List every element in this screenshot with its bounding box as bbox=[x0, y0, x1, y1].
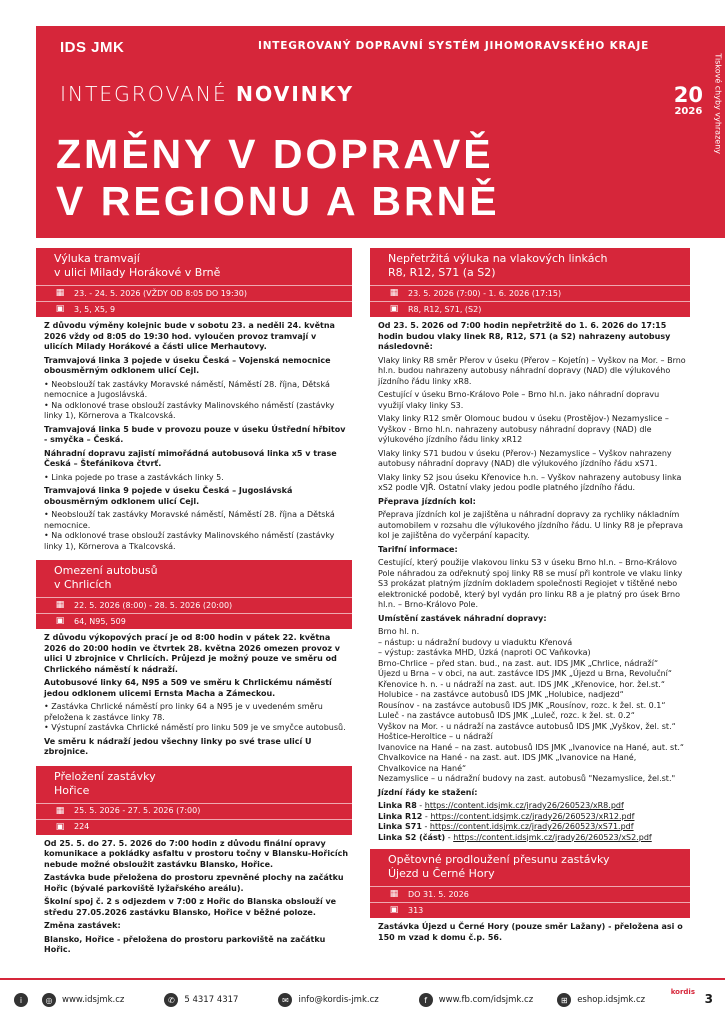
page-number: 3 bbox=[704, 992, 713, 1006]
paragraph: Blansko, Hořice - přeložena do prostoru parkoviště na začátku Hořic. bbox=[44, 934, 326, 954]
calendar-icon: ▦ bbox=[389, 288, 399, 298]
date-text: DO 31. 5. 2026 bbox=[408, 889, 469, 899]
lines-text: 224 bbox=[74, 822, 90, 831]
notice-stop-extension bbox=[370, 849, 690, 943]
facebook-link[interactable]: www.fb.com/idsjmk.cz bbox=[438, 995, 534, 1005]
section-heading: Jízdní řády ke stažení: bbox=[378, 787, 478, 797]
paragraph: Tramvajová linka 9 pojede v úseku Česká – Jugoslávská obousměrným odklonem ulicí Cejl. bbox=[44, 486, 293, 506]
notice-body bbox=[370, 918, 690, 943]
list-item: Brno hl. n. bbox=[378, 627, 420, 636]
kicker-bold: NOVINKY bbox=[235, 82, 354, 106]
footer-info bbox=[14, 993, 28, 1007]
paragraph: Zastávka Újezd u Černé Hory (pouze směr Lažany) - přeložena asi o 150 m vzad k domu č.p. 56. bbox=[378, 922, 683, 942]
tram-icon: ▣ bbox=[55, 304, 65, 314]
paragraph: Tramvajová linka 5 bude v provozu pouze v úseku Ústřední hřbitov - smyčka – Česká. bbox=[44, 424, 346, 444]
notice-subtitle: Újezd u Černé Hory bbox=[388, 867, 495, 880]
section-heading: Umístění zastávek náhradní dopravy: bbox=[378, 613, 547, 623]
notice-header bbox=[36, 766, 352, 803]
list-item: • Neobslouží tak zastávky Moravské náměstí, Náměstí 28. října, Dětská nemocnice a Jugoslávská. bbox=[44, 380, 348, 401]
paragraph: Přeprava jízdních kol je zajištěna u náhradní dopravy za rychliky nákladním automobilem v rozsahu dle výlukového jízdního řádu. U linky R8 je přeprava kol je zajištěna do vyčerpání kapacity. bbox=[378, 510, 684, 540]
section-heading: Tarifní informace: bbox=[378, 544, 458, 554]
timetable-link[interactable]: https://content.idsjmk.cz/jrady26/260523/xS2.pdf bbox=[453, 832, 652, 842]
list-item: Rousínov - na zastávce autobusů IDS JMK „Rousínov, rozc. k žel. st. 0.1“ bbox=[378, 700, 666, 710]
lines-row bbox=[36, 613, 352, 629]
list-item: Chvalkovice na Hané - na zast. aut. IDS JMK „Ivanovice na Hané, Chvalkovice na Hané“ bbox=[378, 753, 637, 773]
paragraph: Náhradní dopravu zajistí mimořádná autobusová linka x5 v trase Česká – Štefánikova čtvrť. bbox=[44, 448, 337, 468]
notice-subtitle: R8, R12, S71 (a S2) bbox=[388, 266, 496, 279]
timetable-row: Linka S71 - https://content.idsjmk.cz/jrady26/260523/xS71.pdf bbox=[378, 822, 634, 831]
list-item: Brno-Chrlice – před stan. bud., na zast. aut. IDS JMK „Chrlice, nádraží“ bbox=[378, 658, 659, 668]
date-row bbox=[370, 285, 690, 301]
lines-text: 3, 5, X5, 9 bbox=[74, 304, 116, 314]
email-link[interactable]: info@kordis-jmk.cz bbox=[298, 995, 379, 1005]
paragraph: Vlaky linky R8 směr Přerov v úseku (Přerov – Kojetín) – Vyškov na Mor. – Brno hl.n. budou nahrazeny autobusy náhradní dopravy (NAD) dle výlukového jízdního řádu linky xR8. bbox=[378, 355, 686, 386]
calendar-icon: ▦ bbox=[55, 288, 65, 298]
calendar-icon: ▦ bbox=[55, 805, 65, 816]
paragraph: Od 25. 5. do 27. 5. 2026 do 7:00 hodin z důvodu finální opravy komunikace a pokládky asfaltu v prostoru točny v Blansku-Hořicích nebude možné obsloužit zastávku Blansko, Hořice. bbox=[44, 838, 349, 869]
notice-title: Výluka tramvají bbox=[54, 252, 140, 265]
bullet-list bbox=[44, 380, 348, 422]
notice-body bbox=[36, 317, 352, 552]
list-item: • Na odklonové trase obslouží zastávky Malinovského náměstí (zastávky linky 1), Körnerova a Tkalcovská. bbox=[44, 401, 348, 422]
date-row bbox=[36, 803, 352, 819]
train-icon: ▣ bbox=[389, 304, 399, 314]
timetable-label: Linka R12 bbox=[378, 811, 423, 821]
footer-email[interactable] bbox=[278, 993, 378, 1007]
phone-icon: ✆ bbox=[164, 993, 178, 1007]
timetable-row: Linka R12 - https://content.idsjmk.cz/jrady26/260523/xR12.pdf bbox=[378, 811, 635, 821]
timetable-link[interactable]: https://content.idsjmk.cz/jrady26/260523/xR12.pdf bbox=[430, 811, 635, 821]
list-item: Luleč - na zastávce autobusů IDS JMK „Luleč, rozc. k žel. st. 0.2“ bbox=[378, 711, 635, 720]
date-row bbox=[36, 285, 352, 301]
paragraph: Autobusové linky 64, N95 a 509 ve směru k Chrlickému náměstí jedou odklonem ulicemi Ernsta Macha a Zámeckou. bbox=[44, 678, 332, 698]
kordis-logo: kordis bbox=[670, 988, 695, 996]
footer bbox=[0, 978, 725, 1018]
kicker-light: INTEGROVANÉ bbox=[60, 82, 236, 106]
list-item: Nezamyslice – u nádražní budovy na zast. autobusů "Nezamyslice, žel.st." bbox=[378, 774, 676, 783]
paragraph: Cestující, který použije vlakovou linku S3 v úseku Brno hl.n. – Brno-Královo Pole náhradou za odřeknutý spoj linky R8 se musí při kontrole ve vlaku linky S3 prokázat platným jízdním dokladem společnosti Regiojet v tištěné nebo elektronické podobě, který byl vydán pro linku R8 a je platný pro úsek Brno hl.n. – Brno-Královo Pole. bbox=[378, 558, 683, 609]
list-item: Křenovice h. n. - u nádraží na zast. aut. IDS JMK „Křenovice, hor. žel.st.“ bbox=[378, 679, 665, 689]
list-item: – nástup: u nádražní budovy u viaduktu Křenová bbox=[378, 637, 573, 647]
title-line-1: ZMĚNY V DOPRAVĚ bbox=[56, 131, 494, 177]
ids-jmk-logo: IDS JMK bbox=[60, 39, 125, 56]
notice-body bbox=[36, 629, 352, 758]
paragraph: Tramvajová linka 3 pojede v úseku Česká – Vojenská nemocnice obousměrným odklonem ulicí Cejl. bbox=[44, 355, 331, 375]
issue-number: 20 bbox=[673, 83, 703, 107]
notice-body bbox=[370, 317, 690, 843]
paragraph: Školní spoj č. 2 s odjezdem v 7:00 z Hořic do Blanska obslouží ve středu 27.05.2026 zastávku Blansko, Hořice v běžné poloze. bbox=[44, 897, 337, 917]
bus-icon: ▣ bbox=[55, 821, 65, 832]
issue-year: 2026 bbox=[674, 106, 703, 117]
timetable-label: Linka S71 bbox=[378, 822, 422, 831]
eshop-link[interactable]: eshop.idsjmk.cz bbox=[577, 995, 646, 1005]
lines-text: R8, R12, S71, (S2) bbox=[408, 304, 482, 314]
header-banner bbox=[36, 26, 725, 238]
notice-subtitle: v Chrlicích bbox=[54, 578, 112, 591]
notice-bus-restriction bbox=[36, 560, 352, 758]
calendar-icon: ▦ bbox=[55, 600, 65, 610]
list-item: – výstup: zastávka MHD, Úzká (naproti OC Vaňkovka) bbox=[378, 648, 591, 657]
notice-stop-relocation bbox=[36, 766, 352, 956]
paragraph: Z důvodu výkopových prací je od 8:00 hodin v pátek 22. května 2026 do 20:00 hodin ve čtvrtek 28. května 2026 omezen provoz v ulici U zbrojnice v Chrlicích. Průjezd je možný pouze ve směru od Chrlického náměstí k nádraží. bbox=[44, 633, 340, 674]
footer-facebook[interactable] bbox=[419, 993, 533, 1007]
timetable-row: Linka S2 (část) - https://content.idsjmk.cz/jrady26/260523/xS2.pdf bbox=[378, 832, 652, 842]
notice-header bbox=[370, 849, 690, 886]
notice-train-closure bbox=[370, 248, 690, 843]
list-item: • Výstupní zastávka Chrlické náměstí pro linku 509 je ve smyčce autobusů. bbox=[44, 723, 348, 734]
bus-icon: ▣ bbox=[55, 616, 65, 626]
timetable-label: Linka S2 (část) bbox=[378, 832, 446, 842]
list-item: • Linka pojede po trase a zastávkách linky 5. bbox=[44, 473, 348, 484]
page-title bbox=[56, 131, 500, 225]
lines-text: 64, N95, 509 bbox=[74, 616, 126, 626]
date-text: 23. - 24. 5. 2026 (VŽDY OD 8:05 DO 19:30) bbox=[74, 288, 247, 298]
title-line-2: V REGIONU A BRNĚ bbox=[56, 178, 500, 224]
newsletter-kicker bbox=[60, 82, 354, 106]
info-icon: i bbox=[14, 993, 28, 1007]
list-item: • Zastávka Chrlické náměstí pro linky 64 a N95 je v uvedeném směru přeložena k zastávce linky 78. bbox=[44, 702, 348, 723]
lines-row bbox=[36, 819, 352, 835]
date-text: 22. 5. 2026 (8:00) - 28. 5. 2026 (20:00) bbox=[74, 600, 233, 610]
notice-header bbox=[370, 248, 690, 285]
list-item: Hoštice-Heroltice – u nádraží bbox=[378, 732, 493, 741]
footer-eshop[interactable] bbox=[557, 993, 645, 1007]
bullet-list bbox=[44, 702, 348, 734]
facebook-icon: f bbox=[419, 993, 433, 1007]
bullet-list bbox=[44, 473, 348, 484]
organization-name: INTEGROVANÝ DOPRAVNÍ SYSTÉM JIHOMORAVSKÉHO KRAJE bbox=[258, 40, 650, 52]
notice-title: Nepřetržitá výluka na vlakových linkách bbox=[388, 252, 608, 265]
phone-number[interactable]: 5 4317 4317 bbox=[184, 995, 239, 1005]
list-item: Ivanovice na Hané – na zast. autobusů IDS JMK „Ivanovice na Hané, aut. st.“ bbox=[378, 742, 685, 752]
notice-subtitle: Hořice bbox=[54, 783, 90, 797]
disclaimer-note: Tiskové chyby vyhrazeny bbox=[714, 53, 723, 154]
notice-body bbox=[36, 835, 352, 956]
notice-subtitle: v ulici Milady Horákové v Brně bbox=[54, 266, 221, 279]
cart-icon: ⊞ bbox=[557, 993, 571, 1007]
list-item: • Neobslouží tak zastávky Moravské náměstí, Náměstí 28. října a Dětská nemocnice. bbox=[44, 510, 348, 531]
date-text: 25. 5. 2026 - 27. 5. 2026 (7:00) bbox=[74, 806, 201, 815]
envelope-icon: ✉ bbox=[278, 993, 292, 1007]
web-link[interactable]: www.idsjmk.cz bbox=[62, 995, 125, 1005]
list-item: Újezd u Brna – v obci, na aut. zastávce IDS JMK „Újezd u Brna, Revoluční“ bbox=[378, 669, 673, 678]
bus-icon: ▣ bbox=[389, 905, 399, 915]
lines-row bbox=[36, 301, 352, 317]
calendar-icon: ▦ bbox=[389, 889, 399, 899]
notice-header bbox=[36, 248, 352, 285]
footer-bar bbox=[0, 982, 725, 1018]
timetable-label: Linka R8 bbox=[378, 801, 417, 810]
paragraph: Cestující v úseku Brno-Královo Pole – Brno hl.n. jako náhradní dopravu využijí vlaky linky S3. bbox=[378, 390, 660, 410]
timetable-row: Linka R8 - https://content.idsjmk.cz/jrady26/260523/xR8.pdf bbox=[378, 801, 624, 810]
timetable-link[interactable]: https://content.idsjmk.cz/jrady26/260523/xR8.pdf bbox=[424, 801, 624, 810]
paragraph: Ve směru k nádraží jedou všechny linky po své trase ulicí U zbrojnice. bbox=[44, 736, 312, 756]
date-row bbox=[36, 597, 352, 613]
notice-title: Omezení autobusů bbox=[54, 564, 158, 577]
lines-row bbox=[370, 902, 690, 918]
paragraph: Vlaky linky S71 budou v úseku (Přerov-) Nezamyslice – Vyškov nahrazeny autobusy náhradní dopravy (NAD) dle výlukového jízdního řádu xS71. bbox=[378, 448, 672, 468]
list-item: • Na odklonové trase obslouží zastávky Malinovského náměstí (zastávky linky 1), Körnerova a Tkalcovská. bbox=[44, 531, 348, 552]
stops-list bbox=[378, 627, 686, 785]
lines-text: 313 bbox=[408, 905, 424, 915]
paragraph: Zastávka bude přeložena do prostoru zpevněné plochy na začátku Hořic (bývalé parkoviště lyžařského areálu). bbox=[44, 873, 344, 893]
footer-phone[interactable] bbox=[164, 993, 238, 1007]
notice-tram-closure bbox=[36, 248, 352, 552]
footer-web[interactable] bbox=[42, 993, 124, 1007]
globe-icon: ◎ bbox=[42, 993, 56, 1007]
list-item: Vyškov na Mor. - u nádraží na zastávce autobusů IDS JMK „Vyškov, žel. st.“ bbox=[378, 721, 676, 731]
paragraph: Vlaky linky R12 směr Olomouc budou v úseku (Prostějov-) Nezamyslice – Vyškov - Brno hl.n. nahrazeny autobusy náhradní dopravy (NAD) dle výlukového jízdního řádu linky xR12 bbox=[378, 414, 669, 444]
paragraph: Od 23. 5. 2026 od 7:00 hodin nepřetržitě do 1. 6. 2026 do 17:15 hodin budou vlaky linek R8, R12, S71 (a S2) nahrazeny autobusy následovně: bbox=[378, 321, 671, 351]
left-column bbox=[36, 248, 352, 959]
paragraph: Z důvodu výměny kolejnic bude v sobotu 23. a neděli 24. května 2026 vždy od 8:05 do 19:30 hod. vyloučen provoz tramvají v ulicích Milady Horákové a části ulice Merhautovy. bbox=[44, 321, 335, 351]
paragraph: Vlaky linky S2 jsou úseku Křenovice h.n. – Vyškov nahrazeny autobusy linka xS2 podle VJŘ. Ostatní vlaky jedou podle platného jízdního řádu. bbox=[378, 472, 682, 492]
notice-header bbox=[36, 560, 352, 597]
date-text: 23. 5. 2026 (7:00) - 1. 6. 2026 (17:15) bbox=[408, 288, 562, 298]
bullet-list bbox=[44, 510, 348, 552]
lines-row bbox=[370, 301, 690, 317]
date-row bbox=[370, 886, 690, 902]
notice-title: Opětovné prodloužení přesunu zastávky bbox=[388, 853, 610, 866]
section-heading: Přeprava jízdních kol: bbox=[378, 496, 476, 506]
timetable-links bbox=[378, 801, 686, 843]
right-column bbox=[370, 248, 690, 946]
paragraph: Změna zastávek: bbox=[44, 921, 121, 930]
timetable-link[interactable]: https://content.idsjmk.cz/jrady26/260523/xS71.pdf bbox=[429, 822, 634, 831]
list-item: Holubice - na zastávce autobusů IDS JMK „Holubice, nadjezd“ bbox=[378, 690, 624, 699]
issue-badge bbox=[674, 84, 703, 117]
notice-title: Přeložení zastávky bbox=[54, 769, 156, 783]
